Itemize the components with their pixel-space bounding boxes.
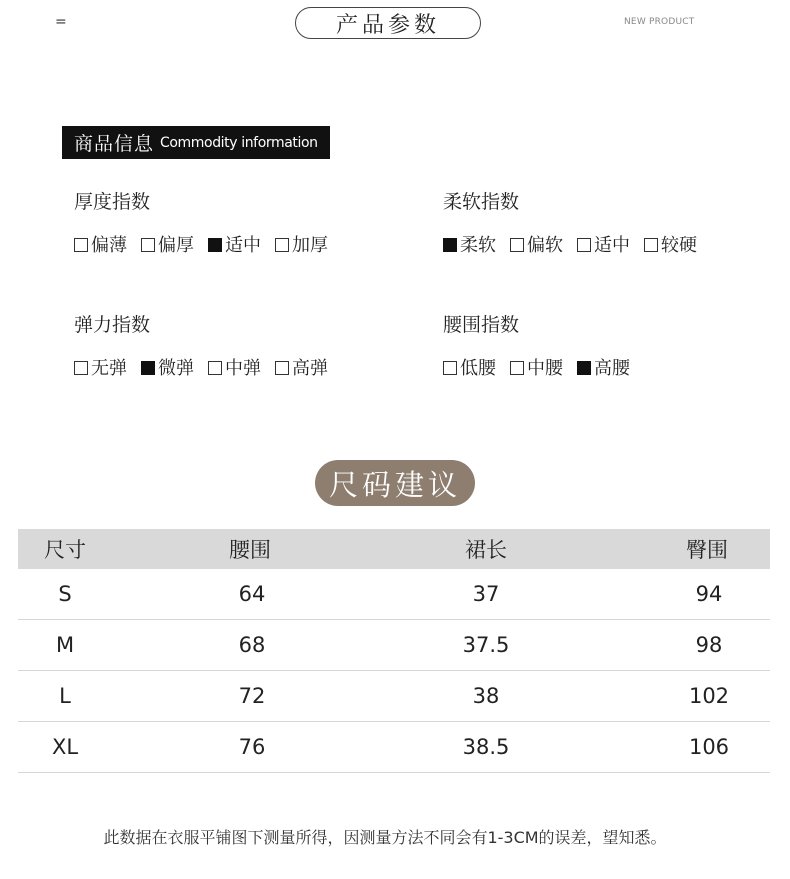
- checkbox-icon: [74, 361, 88, 375]
- checkbox-icon: [644, 238, 658, 252]
- cell-hip: 106: [688, 735, 730, 759]
- option-no-stretch: [74, 354, 127, 380]
- option-medium: [208, 231, 261, 257]
- option-label: 高腰: [594, 358, 630, 379]
- cell-hip: 94: [695, 582, 723, 606]
- checkbox-icon: [208, 361, 222, 375]
- checkbox-checked-icon: [208, 238, 222, 252]
- checkbox-icon: [74, 238, 88, 252]
- cell-length: 37.5: [462, 633, 510, 657]
- option-label: 偏薄: [91, 235, 127, 256]
- elasticity-index-title: 弹力指数: [74, 314, 151, 336]
- cell-length: 38.5: [462, 735, 510, 759]
- cell-size: M: [55, 633, 75, 657]
- cell-waist: 72: [238, 684, 266, 708]
- option-label: 无弹: [91, 358, 127, 379]
- option-high-waist: [577, 354, 630, 380]
- table-header-row: [18, 529, 770, 569]
- checkbox-icon: [510, 361, 524, 375]
- option-slight-stretch: [141, 354, 194, 380]
- checkbox-icon: [275, 238, 289, 252]
- option-fairly-soft: [510, 231, 563, 257]
- option-thin: [74, 231, 127, 257]
- option-soft: [443, 231, 496, 257]
- cell-size: XL: [51, 735, 79, 759]
- option-mid-waist: [510, 354, 563, 380]
- table-row: [18, 671, 770, 722]
- cell-length: 38: [472, 684, 500, 708]
- cell-waist: 64: [238, 582, 266, 606]
- checkbox-icon: [510, 238, 524, 252]
- thickness-index-title: 厚度指数: [74, 191, 151, 213]
- option-label: 低腰: [460, 358, 496, 379]
- option-thick: [141, 231, 194, 257]
- option-label: 偏厚: [158, 235, 194, 256]
- option-label: 柔软: [460, 235, 496, 256]
- header-size: 尺寸: [44, 538, 86, 562]
- option-moderate: [577, 231, 630, 257]
- cell-size: L: [59, 684, 71, 708]
- cell-length: 37: [472, 582, 500, 606]
- softness-index-options: [443, 231, 711, 257]
- commodity-info-title: 商品信息: [74, 133, 155, 155]
- option-label: 高弹: [292, 358, 328, 379]
- checkbox-checked-icon: [577, 361, 591, 375]
- option-extra-thick: [275, 231, 328, 257]
- cell-waist: 68: [238, 633, 266, 657]
- table-row: [18, 569, 770, 620]
- checkbox-checked-icon: [141, 361, 155, 375]
- menu-icon: =: [55, 14, 66, 30]
- commodity-info-subtitle: Commodity information: [160, 134, 318, 151]
- thickness-index-options: [74, 231, 342, 257]
- commodity-info-banner: [62, 126, 330, 159]
- checkbox-icon: [275, 361, 289, 375]
- size-suggestion-title: 尺码建议: [315, 460, 475, 506]
- option-label: 中腰: [527, 358, 563, 379]
- waist-index-options: [443, 354, 644, 380]
- header-waist: 腰围: [229, 538, 271, 562]
- option-label: 偏软: [527, 235, 563, 256]
- checkbox-icon: [141, 238, 155, 252]
- cell-waist: 76: [238, 735, 266, 759]
- option-label: 微弹: [158, 358, 194, 379]
- cell-hip: 98: [695, 633, 723, 657]
- table-row: [18, 722, 770, 773]
- new-product-label: NEW PRODUCT: [624, 17, 695, 27]
- size-table: [18, 529, 770, 773]
- option-label: 加厚: [292, 235, 328, 256]
- option-label: 较硬: [661, 235, 697, 256]
- softness-index-title: 柔软指数: [443, 191, 520, 213]
- option-high-stretch: [275, 354, 328, 380]
- product-params-title: 产品参数: [295, 7, 481, 39]
- option-label: 适中: [594, 235, 630, 256]
- option-label: 中弹: [225, 358, 261, 379]
- table-row: [18, 620, 770, 671]
- option-low-waist: [443, 354, 496, 380]
- checkbox-icon: [577, 238, 591, 252]
- checkbox-icon: [443, 361, 457, 375]
- option-medium-stretch: [208, 354, 261, 380]
- header-hip: 臀围: [686, 538, 728, 562]
- waist-index-title: 腰围指数: [443, 314, 520, 336]
- option-stiff: [644, 231, 697, 257]
- cell-size: S: [58, 582, 72, 606]
- option-label: 适中: [225, 235, 261, 256]
- cell-hip: 102: [688, 684, 730, 708]
- checkbox-checked-icon: [443, 238, 457, 252]
- measurement-note: 此数据在衣服平铺图下测量所得，因测量方法不同会有1-3CM的误差，望知悉。: [103, 828, 667, 847]
- elasticity-index-options: [74, 354, 342, 380]
- header-length: 裙长: [465, 538, 507, 562]
